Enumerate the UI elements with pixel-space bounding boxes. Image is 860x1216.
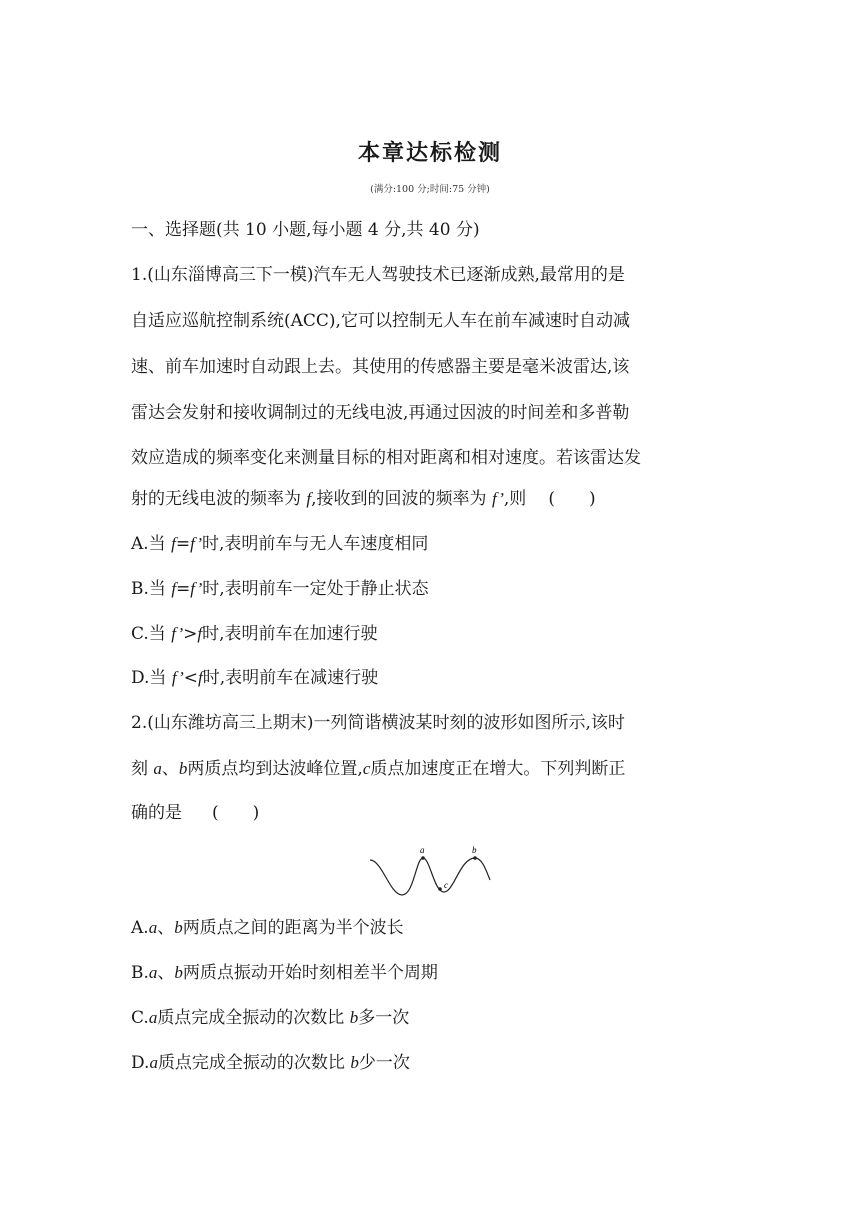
q2-line-2: 刻 a、b两质点均到达波峰位置,c质点加速度正在增大。下列判断正	[131, 759, 626, 779]
label-b: b	[472, 845, 477, 855]
math-f-prime: f’	[491, 489, 504, 508]
q2-option-b: B.a、b两质点振动开始时刻相差半个周期	[131, 963, 438, 983]
q1-option-c: C.当 f’>f时,表明前车在加速行驶	[131, 624, 378, 644]
answer-paren: ( )	[548, 489, 596, 509]
q1-option-a: A.当 f=f’时,表明前车与无人车速度相同	[131, 534, 429, 554]
q1-line-1: 1.(山东淄博高三下一模)汽车无人驾驶技术已逐渐成熟,最常用的是	[131, 265, 625, 285]
q2-option-c: C.a质点完成全振动的次数比 b多一次	[131, 1008, 410, 1028]
q1-line-5: 效应造成的频率变化来测量目标的相对距离和相对速度。若该雷达发	[131, 448, 641, 468]
point-b	[473, 856, 477, 860]
q1-line-4: 雷达会发射和接收调制过的无线电波,再通过因波的时间差和多普勒	[131, 403, 630, 423]
math-f: f	[306, 489, 312, 508]
point-c	[438, 887, 442, 891]
section-heading: 一、选择题(共 10 小题,每小题 4 分,共 40 分)	[131, 220, 480, 240]
answer-paren: ( )	[212, 803, 260, 823]
q2-option-d: D.a质点完成全振动的次数比 b少一次	[131, 1053, 410, 1073]
q2-option-a: A.a、b两质点之间的距离为半个波长	[131, 918, 404, 938]
wave-curve	[370, 858, 490, 895]
q1-option-b: B.当 f=f’时,表明前车一定处于静止状态	[131, 579, 429, 599]
point-a	[421, 856, 425, 860]
page-title: 本章达标检测	[357, 141, 502, 166]
wave-figure	[360, 840, 500, 900]
exam-info: (满分:100 分;时间:75 分钟)	[370, 184, 490, 195]
q2-line-3: 确的是 ( )	[131, 803, 260, 823]
label-c: c	[444, 880, 448, 890]
q1-line-2: 自适应巡航控制系统(ACC),它可以控制无人车在前车减速时自动减	[131, 311, 630, 331]
q1-line-3: 速、前车加速时自动跟上去。其使用的传感器主要是毫米波雷达,该	[131, 357, 630, 377]
q1-line-6: 射的无线电波的频率为 f,接收到的回波的频率为 f’,则 ( )	[131, 489, 596, 509]
q1-option-d: D.当 f’<f时,表明前车在减速行驶	[131, 668, 379, 688]
label-a: a	[420, 845, 425, 855]
q2-line-1: 2.(山东潍坊高三上期末)一列简谐横波某时刻的波形如图所示,该时	[131, 713, 625, 733]
